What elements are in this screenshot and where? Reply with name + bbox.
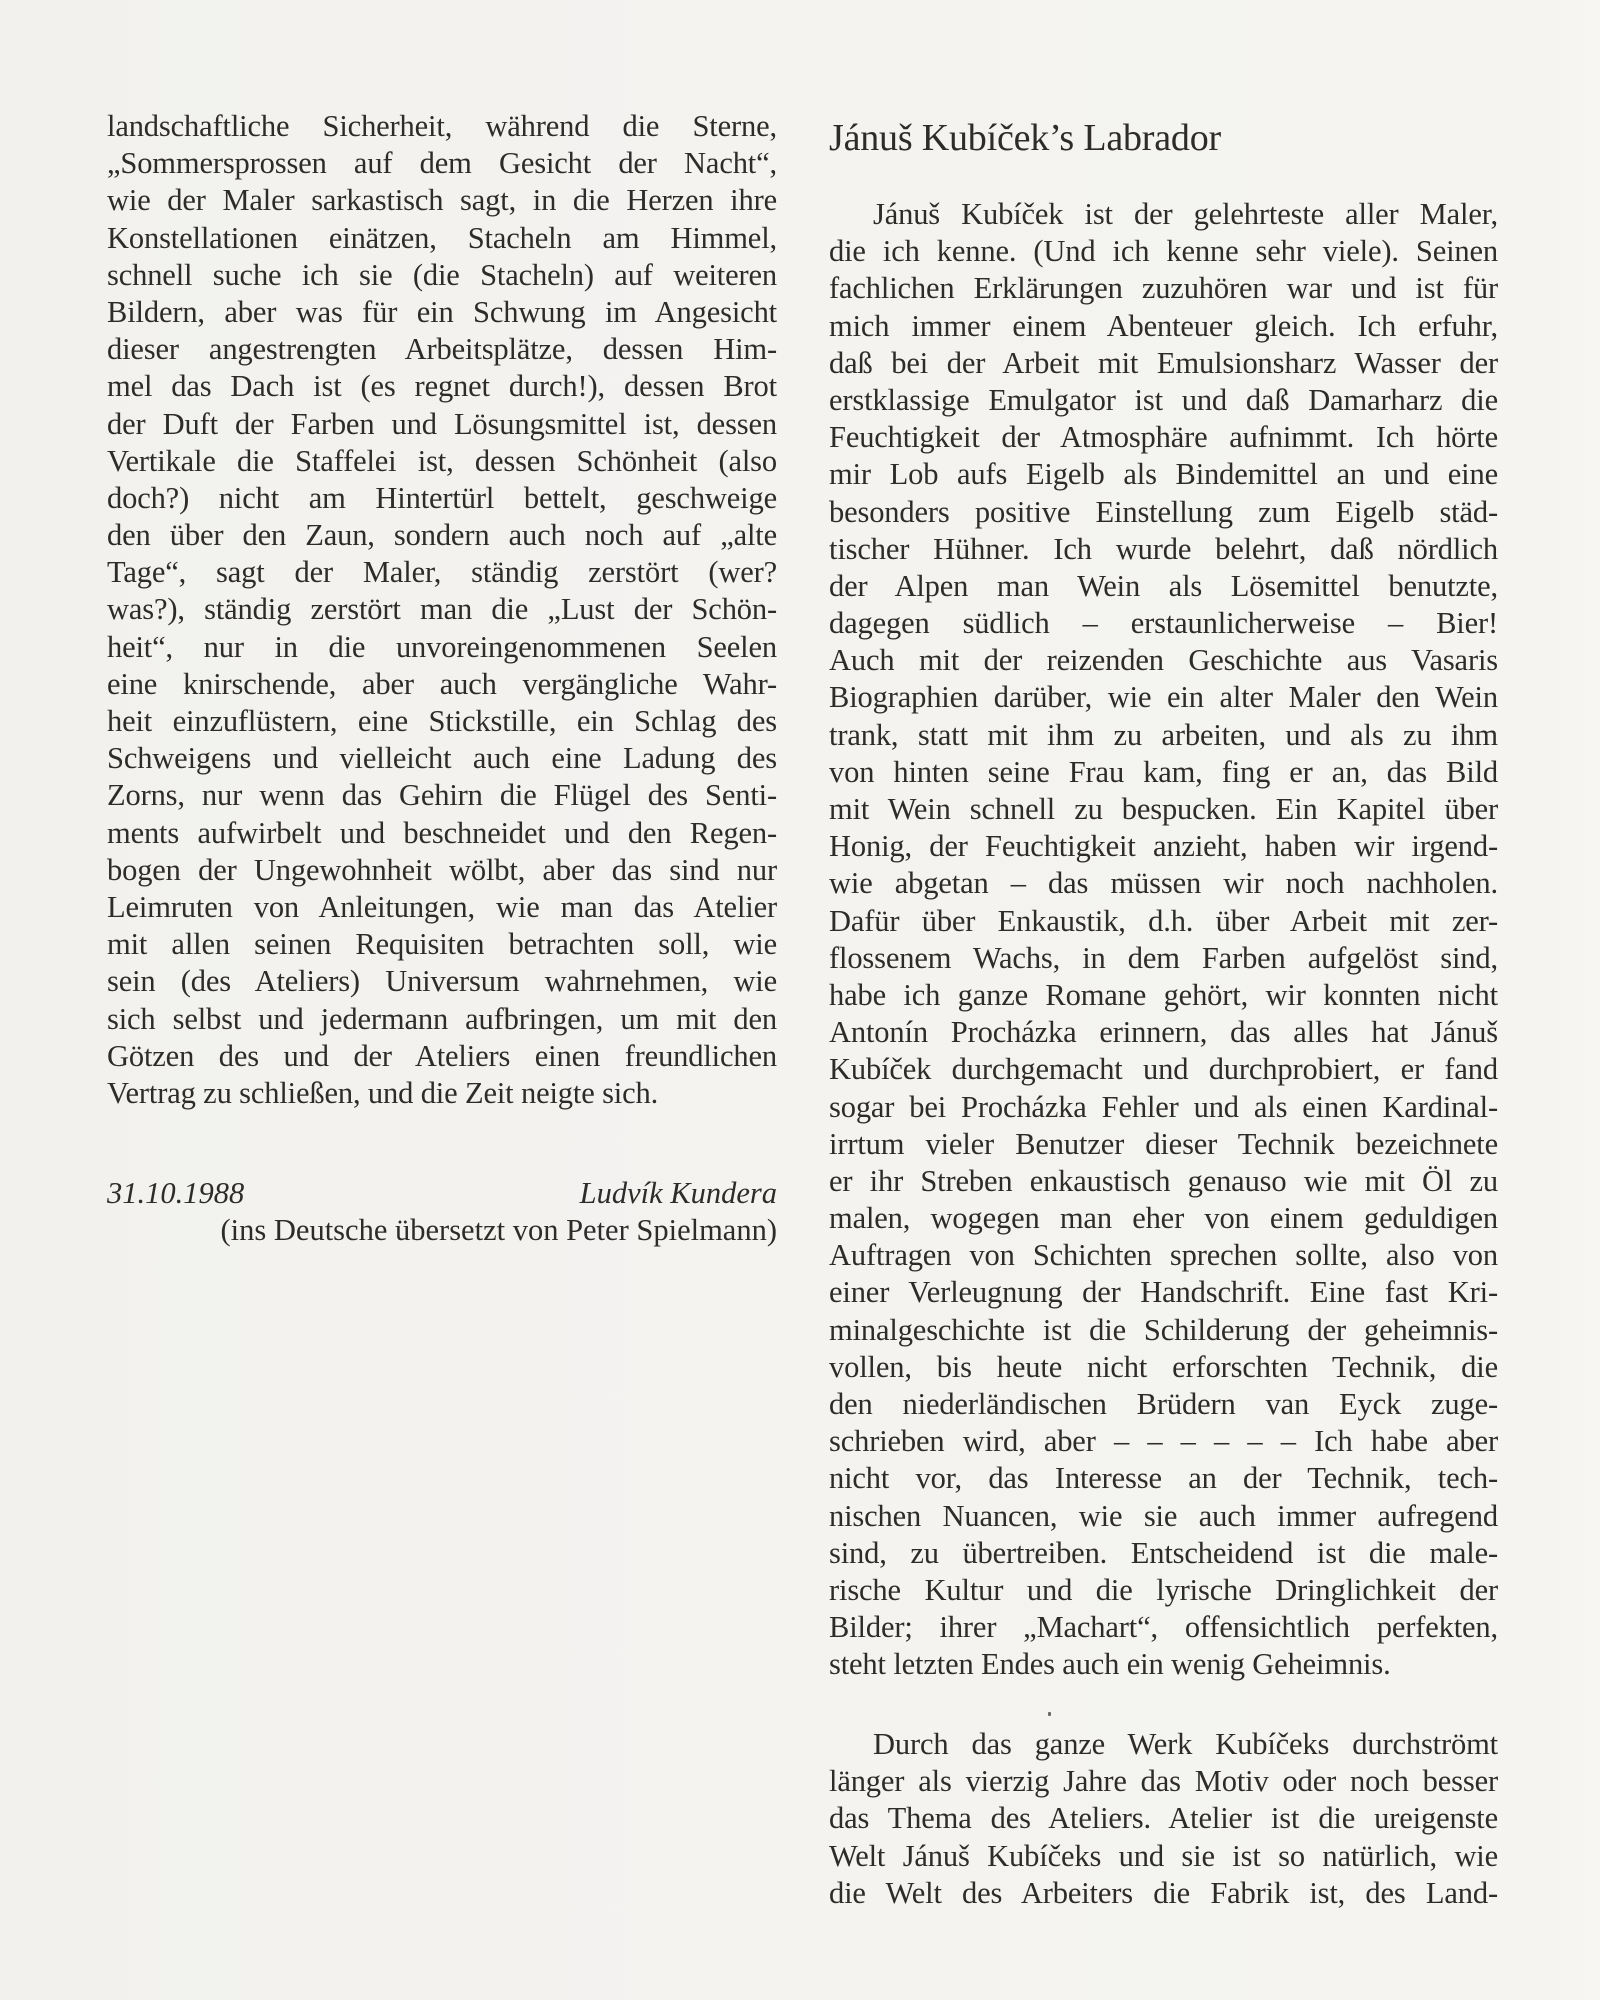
text-line: Bilder; ihrer „Machart“, offensichtlich perfekten, xyxy=(829,1610,1498,1645)
text-line: doch?) nicht am Hintertürl bettelt, geschweige xyxy=(107,480,777,515)
text-line: den über den Zaun, sondern auch noch auf „alte xyxy=(107,518,777,553)
text-line: Honig, der Feuchtigkeit anzieht, haben wir irgend- xyxy=(829,829,1498,864)
text-line: Durch das ganze Werk Kubíčeks durchströmt xyxy=(873,1727,1498,1761)
signature-date: 31.10.1988 xyxy=(107,1176,245,1210)
signature-block xyxy=(107,1175,777,1249)
text-line: habe ich ganze Romane gehört, wir konnten nicht xyxy=(829,977,1498,1012)
text-line: von hinten seine Frau kam, fing er an, das Bild xyxy=(829,754,1498,789)
text-line: eine knirschende, aber auch vergängliche Wahr- xyxy=(107,666,777,701)
article-paragraph-2 xyxy=(829,1726,1498,1912)
text-line: Antonín Procházka erinnern, das alles hat Jánuš xyxy=(829,1015,1498,1050)
text-line: Tage“, sagt der Maler, ständig zerstört (wer? xyxy=(107,555,777,590)
text-line: sind, zu übertreiben. Entscheidend ist die male- xyxy=(829,1535,1498,1570)
text-line: schnell suche ich sie (die Stacheln) auf weiteren xyxy=(107,257,777,292)
article-title: Jánuš Kubíček’s Labrador xyxy=(829,117,1221,159)
text-line: den niederländischen Brüdern van Eyck zuge- xyxy=(829,1387,1498,1421)
text-line: was?), ständig zerstört man die „Lust der Schön- xyxy=(107,592,777,627)
print-speck xyxy=(1048,1712,1051,1716)
text-line: Welt Jánuš Kubíčeks und sie ist so natürlich, wie xyxy=(829,1838,1498,1873)
text-line: erstklassige Emulgator ist und daß Damarharz die xyxy=(829,382,1498,417)
text-line: ments aufwirbelt und beschneidet und den Regen- xyxy=(107,815,777,850)
text-line: wie abgetan – das müssen wir noch nachholen. xyxy=(829,866,1498,901)
text-line: länger als vierzig Jahre das Motiv oder noch besser xyxy=(829,1764,1498,1799)
text-line: Vertikale die Staffelei ist, dessen Schönheit (also xyxy=(107,443,777,478)
text-line: Leimruten von Anleitungen, wie man das Atelier xyxy=(107,889,777,924)
text-line: nischen Nuancen, wie sie auch immer aufregend xyxy=(829,1498,1498,1533)
text-line: landschaftliche Sicherheit, während die Sterne, xyxy=(107,109,777,143)
text-line: Jánuš Kubíček ist der gelehrteste aller Maler, xyxy=(873,197,1498,231)
text-line: heit einzuflüstern, eine Stickstille, ein Schlag des xyxy=(107,704,777,738)
text-line: Auch mit der reizenden Geschichte aus Vasaris xyxy=(829,643,1498,678)
text-line: Kubíček durchgemacht und durchprobiert, er fand xyxy=(829,1052,1498,1087)
text-line: tischer Hühner. Ich wurde belehrt, daß nördlich xyxy=(829,531,1498,566)
text-line: er ihr Streben enkaustisch genauso wie mit Öl zu xyxy=(829,1163,1498,1198)
text-line: steht letzten Endes auch ein wenig Geheimnis. xyxy=(829,1647,1391,1682)
text-line: wie der Maler sarkastisch sagt, in die Herzen ihre xyxy=(107,183,777,218)
text-line: rische Kultur und die lyrische Dringlichkeit der xyxy=(829,1572,1498,1607)
text-line: Auftragen von Schichten sprechen sollte, also von xyxy=(829,1238,1498,1273)
text-line: „Sommersprossen auf dem Gesicht der Nacht“, xyxy=(107,146,777,181)
text-line: Bildern, aber was für ein Schwung im Angesicht xyxy=(107,294,777,329)
text-line: minalgeschichte ist die Schilderung der geheimnis- xyxy=(829,1312,1498,1347)
text-line: sogar bei Procházka Fehler und als einen Kardinal- xyxy=(829,1089,1498,1124)
text-line: Schweigens und vielleicht auch eine Ladung des xyxy=(107,741,777,776)
article-paragraph-1 xyxy=(829,196,1498,1684)
signature-author: Ludvík Kundera xyxy=(579,1176,777,1210)
text-line: irrtum vieler Benutzer dieser Technik bezeichnete xyxy=(829,1126,1498,1161)
text-line: die Welt des Arbeiters die Fabrik ist, des Land- xyxy=(829,1875,1498,1910)
signature-row xyxy=(107,1175,777,1212)
text-line: mich immer einem Abenteuer gleich. Ich erfuhr, xyxy=(829,308,1498,343)
text-line: schrieben wird, aber – – – – – – Ich habe aber xyxy=(829,1424,1498,1459)
text-line: flossenem Wachs, in dem Farben aufgelöst sind, xyxy=(829,940,1498,975)
text-line: Zorns, nur wenn das Gehirn die Flügel des Senti- xyxy=(107,778,777,813)
text-line: Götzen des und der Ateliers einen freundlichen xyxy=(107,1038,777,1073)
text-line: Vertrag zu schließen, und die Zeit neigte sich. xyxy=(107,1075,659,1110)
text-line: das Thema des Ateliers. Atelier ist die ureigenste xyxy=(829,1801,1498,1836)
text-line: einer Verleugnung der Handschrift. Eine fast Kri- xyxy=(829,1275,1498,1310)
text-line: trank, statt mit ihm zu arbeiten, und als zu ihm xyxy=(829,717,1498,752)
text-line: malen, wogegen man eher von einem geduldigen xyxy=(829,1201,1498,1236)
translator-note: (ins Deutsche übersetzt von Peter Spielmann) xyxy=(220,1213,777,1248)
text-line: der Alpen man Wein als Lösemittel benutzte, xyxy=(829,568,1498,603)
text-line: daß bei der Arbeit mit Emulsionsharz Wasser der xyxy=(829,345,1498,380)
text-line: dagegen südlich – erstaunlicherweise – Bier! xyxy=(829,606,1498,641)
text-line: heit“, nur in die unvoreingenommenen Seelen xyxy=(107,629,777,664)
text-line: mit allen seinen Requisiten betrachten soll, wie xyxy=(107,927,777,962)
text-line: mir Lob aufs Eigelb als Bindemittel an und eine xyxy=(829,457,1498,492)
text-line: die ich kenne. (Und ich kenne sehr viele). Seinen xyxy=(829,234,1498,269)
text-line: besonders positive Einstellung zum Eigelb städ- xyxy=(829,494,1498,529)
text-line: Dafür über Enkaustik, d.h. über Arbeit mit zer- xyxy=(829,903,1498,938)
essay-continuation xyxy=(107,108,777,1112)
text-line: mit Wein schnell zu bespucken. Ein Kapitel über xyxy=(829,792,1498,826)
text-line: der Duft der Farben und Lösungsmittel ist, dessen xyxy=(107,406,777,441)
text-line: sein (des Ateliers) Universum wahrnehmen, wie xyxy=(107,964,777,999)
text-line: bogen der Ungewohnheit wölbt, aber das sind nur xyxy=(107,852,777,887)
text-line: sich selbst und jedermann aufbringen, um mit den xyxy=(107,1001,777,1036)
text-line: Konstellationen einätzen, Stacheln am Himmel, xyxy=(107,220,777,255)
text-line: nicht vor, das Interesse an der Technik, tech- xyxy=(829,1461,1498,1496)
text-line: vollen, bis heute nicht erforschten Technik, die xyxy=(829,1349,1498,1384)
text-line: Biographien darüber, wie ein alter Maler den Wein xyxy=(829,680,1498,715)
text-line: fachlichen Erklärungen zuzuhören war und ist für xyxy=(829,271,1498,306)
text-line: mel das Dach ist (es regnet durch!), dessen Brot xyxy=(107,369,777,404)
text-line: dieser angestrengten Arbeitsplätze, dessen Him- xyxy=(107,332,777,367)
text-line: Feuchtigkeit der Atmosphäre aufnimmt. Ich hörte xyxy=(829,420,1498,455)
